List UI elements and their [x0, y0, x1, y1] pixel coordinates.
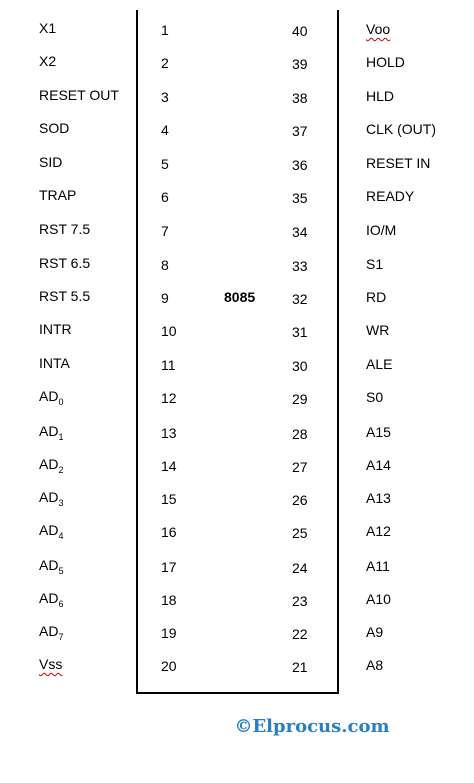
right-pin-signal-2 — [366, 53, 405, 71]
left-pin-number-15: 15 — [161, 491, 177, 507]
left-pin-number-4: 4 — [161, 122, 169, 138]
right-pin-number-5: 36 — [292, 157, 308, 173]
right-pin-number-19: 22 — [292, 626, 308, 642]
right-pin-signal-text: CLK (OUT) — [366, 121, 436, 137]
right-pin-signal-text: IO/M — [366, 222, 397, 238]
left-pin-signal-text: AD — [39, 489, 59, 505]
right-pin-row — [0, 388, 474, 408]
right-pin-row — [0, 288, 474, 308]
right-pin-number-11: 30 — [292, 358, 308, 374]
right-pin-number-3: 38 — [292, 90, 308, 106]
right-pin-signal-text: A14 — [366, 457, 391, 473]
right-pin-number-15: 26 — [292, 492, 308, 508]
right-pin-signal-11 — [366, 355, 392, 373]
right-pin-row — [0, 557, 474, 577]
right-pin-signal-3 — [366, 87, 394, 105]
right-pin-number-2: 39 — [292, 56, 308, 72]
right-pin-signal-text: A9 — [366, 624, 384, 640]
right-pin-signal-text: A8 — [366, 657, 384, 673]
left-pin-number-13: 13 — [161, 425, 177, 441]
left-pin-number-5: 5 — [161, 156, 169, 172]
right-pin-signal-text: HLD — [366, 88, 395, 104]
right-pin-number-9: 32 — [292, 291, 308, 307]
right-pin-signal-20 — [366, 656, 383, 674]
left-pin-number-7: 7 — [161, 223, 169, 239]
right-pin-signal-text: HOLD — [366, 54, 405, 70]
right-pin-signal-text: A13 — [366, 490, 391, 506]
left-pin-signal-subscript: 6 — [58, 598, 64, 609]
left-pin-signal-text: RESET OUT — [39, 87, 119, 103]
right-pin-number-4: 37 — [292, 123, 308, 139]
right-pin-number-1: 40 — [292, 23, 308, 39]
right-pin-signal-1 — [366, 20, 390, 38]
left-pin-number-17: 17 — [161, 559, 177, 575]
right-pin-number-14: 27 — [292, 459, 308, 475]
right-pin-row — [0, 221, 474, 241]
right-pin-signal-text: WR — [366, 322, 390, 338]
watermark: ©Elprocus.com — [234, 716, 390, 737]
right-pin-number-18: 23 — [292, 593, 308, 609]
left-pin-number-10: 10 — [161, 323, 177, 339]
right-pin-number-16: 25 — [292, 525, 308, 541]
right-pin-signal-16 — [366, 522, 391, 540]
right-pin-signal-13 — [366, 423, 391, 441]
left-pin-signal-subscript: 2 — [58, 464, 64, 475]
right-pin-signal-text: RESET IN — [366, 155, 431, 171]
left-pin-signal-text: X1 — [39, 20, 57, 36]
right-pin-row — [0, 187, 474, 207]
right-pin-signal-text: S1 — [366, 256, 384, 272]
left-pin-number-16: 16 — [161, 524, 177, 540]
left-pin-signal-subscript: 7 — [58, 631, 64, 642]
right-pin-row — [0, 423, 474, 443]
left-pin-signal-text: INTR — [39, 321, 72, 337]
right-pin-signal-5 — [366, 154, 430, 172]
right-pin-signal-14 — [366, 456, 391, 474]
right-pin-row — [0, 154, 474, 174]
left-pin-number-18: 18 — [161, 592, 177, 608]
left-pin-number-2: 2 — [161, 55, 169, 71]
right-pin-row — [0, 456, 474, 476]
right-pin-row — [0, 522, 474, 542]
right-pin-signal-text: A15 — [366, 424, 391, 440]
left-pin-number-3: 3 — [161, 89, 169, 105]
right-pin-row — [0, 656, 474, 676]
right-pin-signal-4 — [366, 120, 436, 138]
right-pin-signal-text: A10 — [366, 591, 391, 607]
right-pin-number-12: 29 — [292, 391, 308, 407]
right-pin-signal-19 — [366, 623, 383, 641]
left-pin-signal-text: Vss — [39, 656, 63, 672]
left-pin-signal-text: RST 5.5 — [39, 288, 91, 304]
left-pin-signal-text: SID — [39, 154, 63, 170]
right-pin-signal-9 — [366, 288, 386, 306]
left-pin-number-14: 14 — [161, 458, 177, 474]
left-pin-signal-subscript: 3 — [58, 497, 64, 508]
chip-name: 8085 — [224, 289, 256, 305]
right-pin-signal-7 — [366, 221, 396, 239]
left-pin-number-1: 1 — [161, 22, 169, 38]
right-pin-number-20: 21 — [292, 659, 308, 675]
right-pin-signal-18 — [366, 590, 391, 608]
left-pin-signal-text: RST 6.5 — [39, 255, 91, 271]
right-pin-row — [0, 20, 474, 40]
right-pin-signal-text: S0 — [366, 389, 384, 405]
left-pin-signal-subscript: 0 — [58, 396, 64, 407]
left-pin-number-9: 9 — [161, 290, 169, 306]
left-pin-signal-text: AD — [39, 456, 59, 472]
right-pin-signal-10 — [366, 321, 389, 339]
right-pin-signal-6 — [366, 187, 414, 205]
left-pin-number-20: 20 — [161, 658, 177, 674]
left-pin-signal-text: SOD — [39, 120, 70, 136]
left-pin-signal-text: AD — [39, 590, 59, 606]
right-pin-signal-15 — [366, 489, 391, 507]
right-pin-signal-text: READY — [366, 188, 415, 204]
right-pin-number-10: 31 — [292, 324, 308, 340]
right-pin-signal-text: Voo — [366, 21, 391, 37]
right-pin-signal-text: RD — [366, 289, 387, 305]
right-pin-row — [0, 489, 474, 509]
right-pin-number-13: 28 — [292, 426, 308, 442]
left-pin-signal-text: AD — [39, 423, 59, 439]
left-pin-signal-text: AD — [39, 388, 59, 404]
right-pin-number-8: 33 — [292, 258, 308, 274]
right-pin-row — [0, 321, 474, 341]
left-pin-signal-text: INTA — [39, 355, 70, 371]
right-pin-signal-text: A12 — [366, 523, 391, 539]
left-pin-signal-subscript: 1 — [58, 431, 64, 442]
right-pin-signal-text: A11 — [366, 558, 390, 574]
right-pin-signal-text: ALE — [366, 356, 393, 372]
left-pin-number-6: 6 — [161, 189, 169, 205]
left-pin-signal-text: RST 7.5 — [39, 221, 91, 237]
right-pin-number-7: 34 — [292, 224, 308, 240]
left-pin-signal-text: X2 — [39, 53, 57, 69]
left-pin-number-19: 19 — [161, 625, 177, 641]
left-pin-number-8: 8 — [161, 257, 169, 273]
right-pin-row — [0, 590, 474, 610]
left-pin-signal-subscript: 4 — [58, 530, 64, 541]
right-pin-row — [0, 87, 474, 107]
left-pin-signal-text: AD — [39, 522, 59, 538]
left-pin-signal-text: AD — [39, 557, 59, 573]
left-pin-number-11: 11 — [161, 357, 176, 373]
right-pin-row — [0, 120, 474, 140]
left-pin-signal-text: AD — [39, 623, 59, 639]
right-pin-number-6: 35 — [292, 190, 308, 206]
left-pin-signal-subscript: 5 — [58, 565, 64, 576]
right-pin-signal-12 — [366, 388, 383, 406]
left-pin-signal-text: TRAP — [39, 187, 77, 203]
right-pin-row — [0, 53, 474, 73]
right-pin-row — [0, 255, 474, 275]
right-pin-row — [0, 355, 474, 375]
right-pin-number-17: 24 — [292, 560, 308, 576]
right-pin-row — [0, 623, 474, 643]
right-pin-signal-8 — [366, 255, 383, 273]
right-pin-signal-17 — [366, 557, 390, 575]
left-pin-number-12: 12 — [161, 390, 177, 406]
